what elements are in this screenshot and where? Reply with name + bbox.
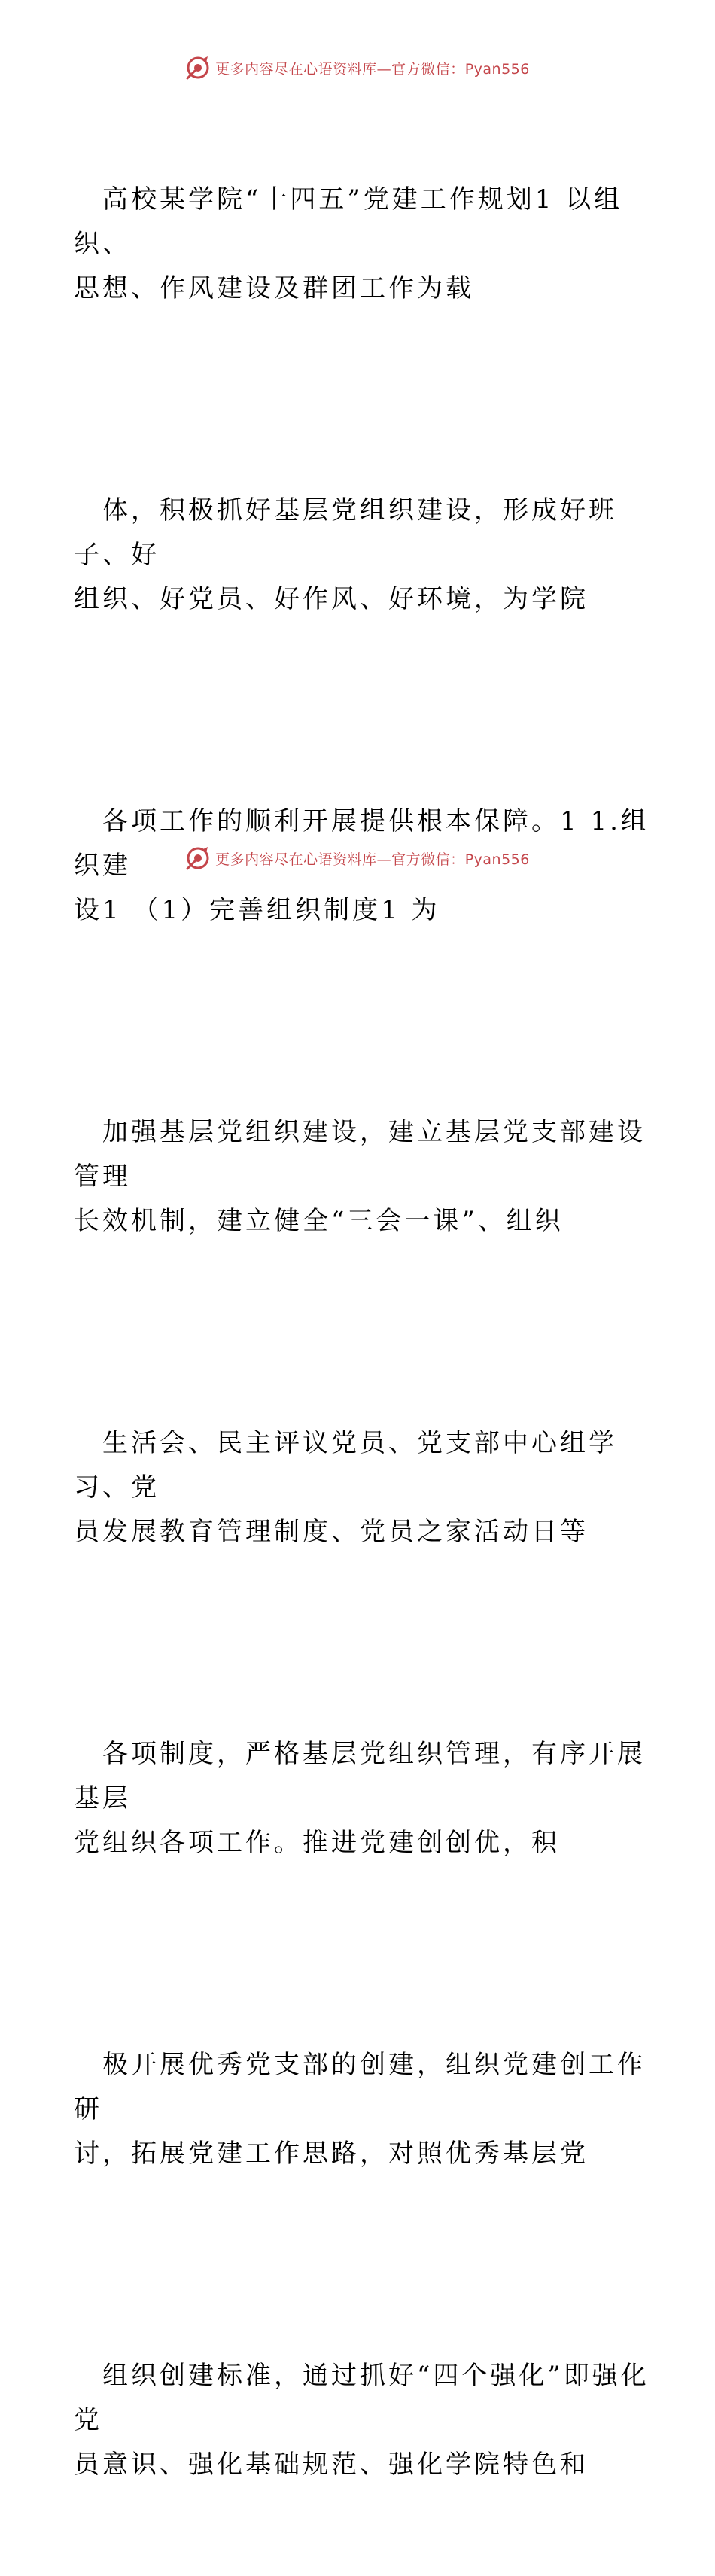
footer-dash: — — [376, 851, 392, 868]
paragraph — [74, 2265, 653, 2576]
paragraph-line: 各项制度，严格基层党组织管理，有序开展基层 — [74, 1739, 646, 1813]
paragraph-line: 员意识、强化基础规范、强化学院特色和 — [74, 2450, 589, 2480]
paragraph-line: 体，积极抓好基层党组织建设，形成好班子、好 — [74, 495, 617, 570]
header-watermark-text — [215, 58, 530, 78]
paragraph — [74, 400, 653, 711]
paragraph — [74, 1954, 653, 2265]
paragraph-line: 各项工作的顺利开展提供根本保障。1 1.组织建 — [74, 806, 650, 881]
footer-site-text: 更多内容尽在心语资料库 — [215, 851, 377, 868]
paragraph-line: 讨，拓展党建工作思路，对照优秀基层党 — [74, 2139, 589, 2169]
paragraph — [74, 1643, 653, 1954]
pen-logo-icon — [185, 55, 211, 81]
paragraph — [74, 1332, 653, 1643]
document-body — [74, 89, 653, 2576]
paragraph-line: 设1 （1）完善组织制度1 为 — [74, 895, 440, 925]
paragraph-line: 生活会、民主评议党员、党支部中心组学习、党 — [74, 1428, 617, 1503]
paragraph-line: 高校某学院“十四五”党建工作规划1 以组织、 — [74, 184, 623, 259]
header-wechat-id: Pyan556 — [464, 60, 530, 78]
paragraph-line: 加强基层党组织建设，建立基层党支部建设管理 — [74, 1117, 646, 1192]
footer-watermark-banner — [0, 843, 715, 873]
paragraph-line: 员发展教育管理制度、党员之家活动日等 — [74, 1517, 589, 1547]
header-watermark-banner — [0, 53, 715, 83]
paragraph — [74, 89, 653, 400]
footer-wechat-id: Pyan556 — [464, 851, 530, 868]
header-wechat-label: 官方微信： — [391, 60, 465, 78]
paragraph-line: 党组织各项工作。推进党建创创优，积 — [74, 1828, 560, 1858]
paragraph-line: 组织、好党员、好作风、好环境，为学院 — [74, 584, 589, 614]
paragraph-line: 极开展优秀党支部的创建，组织党建创工作研 — [74, 2050, 646, 2124]
paragraph-line: 组织创建标准，通过抓好“四个强化”即强化党 — [74, 2361, 650, 2435]
header-dash: — — [376, 60, 392, 78]
pen-logo-icon — [185, 845, 211, 871]
paragraph — [74, 1022, 653, 1332]
footer-wechat-label: 官方微信： — [391, 851, 465, 868]
paragraph-line: 思想、作风建设及群团工作为载 — [74, 273, 474, 303]
footer-watermark-text — [215, 848, 530, 869]
paragraph-line: 长效机制，建立健全“三会一课”、组织 — [74, 1206, 564, 1236]
header-site-text: 更多内容尽在心语资料库 — [215, 60, 377, 78]
